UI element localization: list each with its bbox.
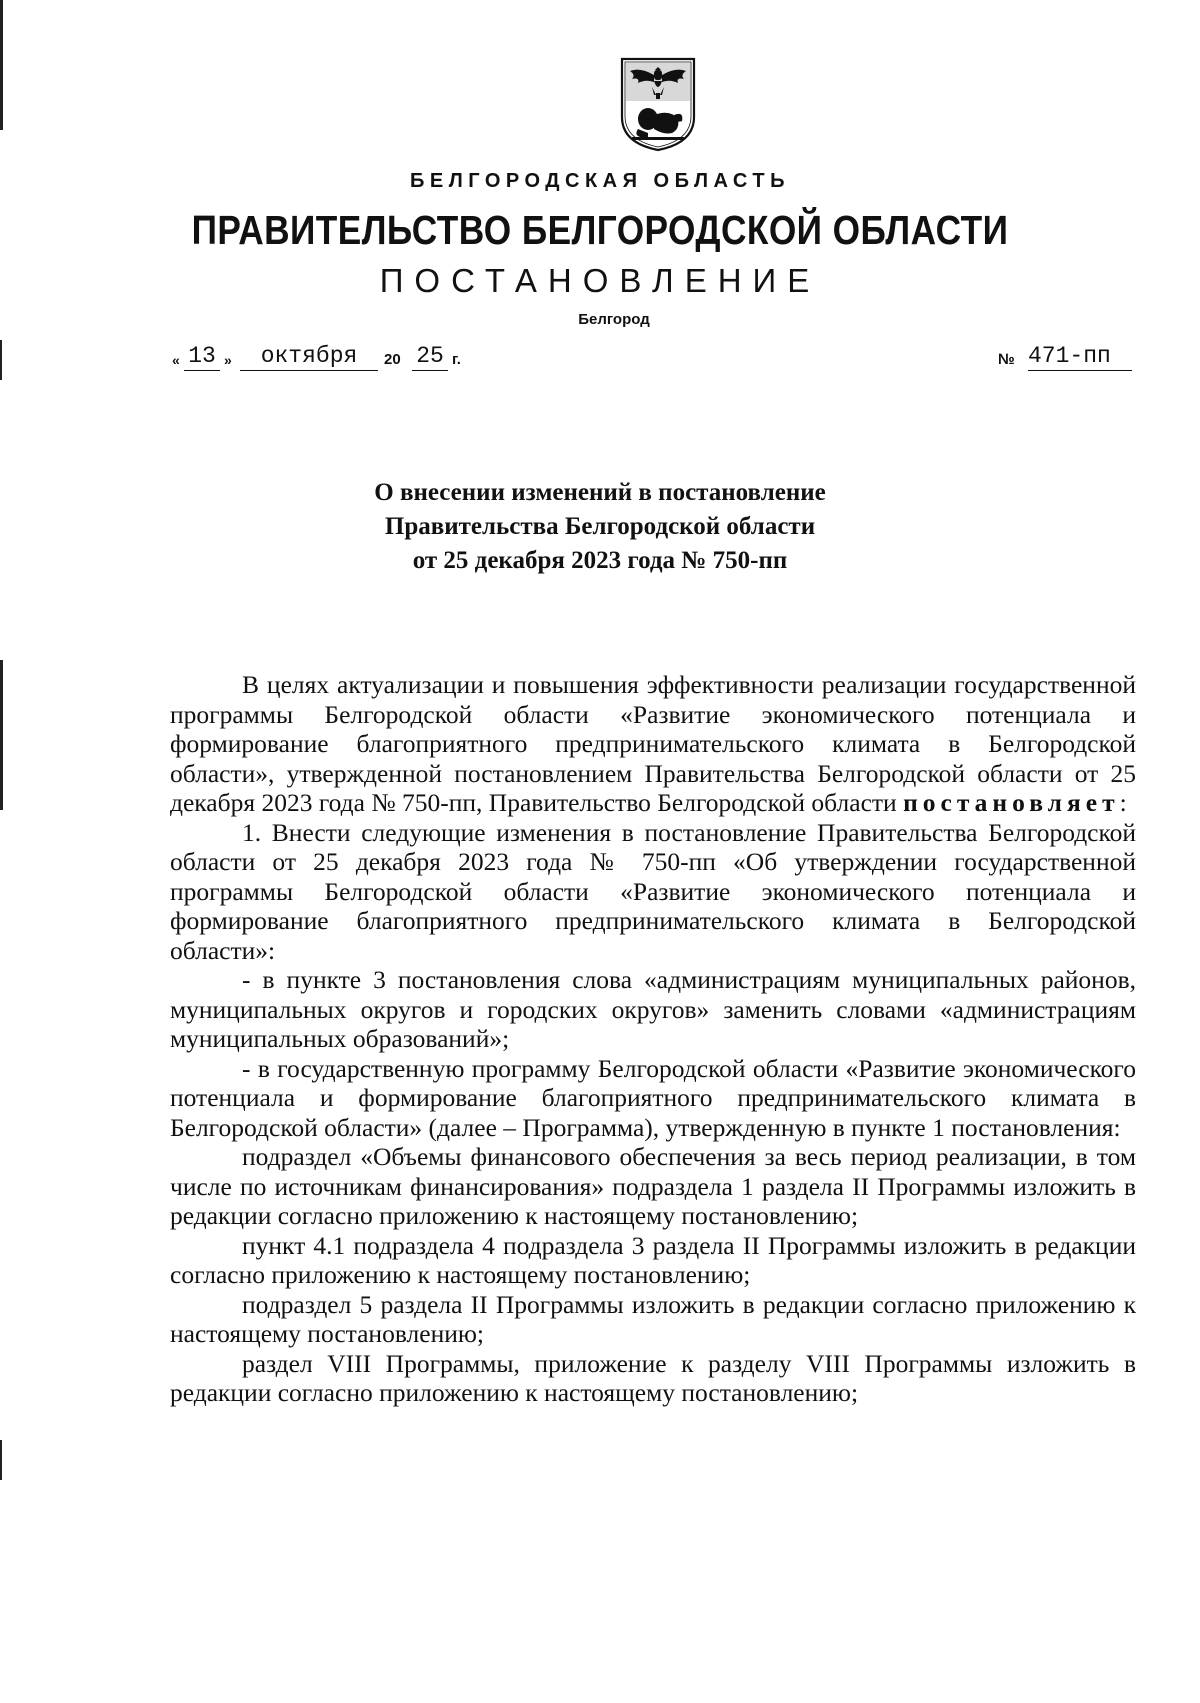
scan-edge-mark — [0, 340, 2, 380]
scan-edge-mark — [0, 0, 3, 130]
paragraph-change: подраздел 5 раздела II Программы изложить в редакции согласно приложению к настоящему постановлению; — [170, 1289, 1136, 1348]
document-body — [170, 670, 1136, 1408]
paragraph-item-1: 1. Внести следующие изменения в постановление Правительства Белгородской области от 25 декабря 2023 года № 750-пп «Об утверждении государственной программы Белгородской области «Развитие экономического потенциала и формирование благоприятного предпринимательского климата в Белгородской области»: — [170, 817, 1136, 965]
paragraph-preamble — [170, 670, 1136, 818]
paragraph-change: пункт 4.1 подраздела 4 подраздела 3 раздела II Программы изложить в редакции согласно приложению к настоящему постановлению; — [170, 1230, 1136, 1289]
document-type: ПОСТАНОВЛЕНИЕ — [379, 262, 821, 299]
date-year-prefix: 20 — [384, 351, 401, 368]
title-line: от 25 декабря 2023 года № 750-пп — [412, 547, 788, 574]
region-name: БЕЛГОРОДСКАЯ ОБЛАСТЬ — [410, 170, 790, 192]
date-number-line — [172, 338, 1132, 374]
document-number-field: 471-пп — [1028, 343, 1132, 371]
date-year-unit: г. — [452, 351, 461, 368]
paragraph-change: - в государственную программу Белгородской области «Развитие экономического потенциала и формирование благоприятного предпринимательского климата в Белгородской области» (далее – Программа), утвержденную в пункте 1 постановления: — [170, 1053, 1136, 1142]
paragraph-change: - в пункте 3 постановления слова «администрациям муниципальных районов, муниципальных округов и городских округов» заменить словами «администрациям муниципальных образований»; — [170, 965, 1136, 1053]
preamble-colon: : — [1119, 788, 1127, 817]
number-label: № — [998, 351, 1015, 368]
date-quote-open: « — [172, 352, 180, 368]
coat-of-arms-icon — [618, 55, 698, 153]
city-name: Белгород — [578, 311, 650, 328]
scan-edge-mark — [0, 1440, 2, 1480]
date-day-field: 13 — [184, 343, 220, 371]
document-title — [0, 476, 1200, 578]
paragraph-change: подраздел «Объемы финансового обеспечения за весь период реализации, в том числе по источникам финансирования» подраздела 1 раздела II Программы изложить в редакции согласно приложению к настоящему постановлению; — [170, 1142, 1136, 1230]
date-year-field: 25 — [412, 343, 448, 371]
title-line: О внесении изменений в постановление — [374, 479, 826, 506]
preamble-text: В целях актуализации и повышения эффективности реализации государственной программы Белгородской области «Развитие экономического потенциала и формирование благоприятного предпринимательского климата в Белгородской области», утвержденной постановлением Правительства Белгородской области от 25 декабря 2023 года № 750-пп, Правительство Белгородской области — [170, 670, 1136, 817]
scan-edge-mark — [0, 660, 3, 810]
date-month-field: октября — [240, 343, 378, 371]
government-name: ПРАВИТЕЛЬСТВО БЕЛГОРОДСКОЙ ОБЛАСТИ — [191, 207, 1009, 253]
decree-keyword: постановляет — [903, 788, 1120, 817]
date-quote-close: » — [224, 352, 232, 368]
title-line: Правительства Белгородской области — [384, 513, 816, 540]
paragraph-change: раздел VIII Программы, приложение к разделу VIII Программы изложить в редакции согласно приложению к настоящему постановлению; — [170, 1348, 1136, 1407]
